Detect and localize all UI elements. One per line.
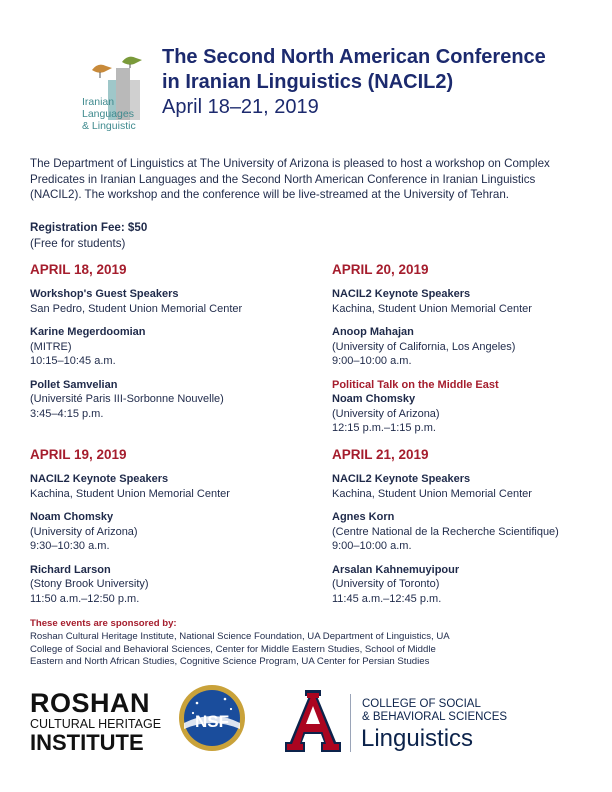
session-block <box>30 287 300 316</box>
session-block <box>332 287 602 316</box>
day-heading: APRIL 18, 2019 <box>30 262 127 277</box>
conference-dates: April 18–21, 2019 <box>162 96 319 118</box>
roshan-name: ROSHAN <box>30 688 151 718</box>
nsf-seal-icon <box>177 683 247 753</box>
day-april-19 <box>30 447 300 615</box>
day-heading: APRIL 20, 2019 <box>332 262 429 277</box>
college-line-1: COLLEGE OF SOCIAL <box>362 698 481 710</box>
nsf-text: NSF <box>195 712 229 731</box>
talk-time: 9:00–10:00 a.m. <box>332 355 412 367</box>
nsf-logo <box>177 683 247 753</box>
session-title: NACIL2 Keynote Speakers <box>332 473 471 485</box>
talk-block <box>332 325 602 369</box>
block-a-icon <box>278 688 348 754</box>
session-location: Kachina, Student Union Memorial Center <box>30 487 230 500</box>
day-heading: APRIL 21, 2019 <box>332 447 429 462</box>
talk-time: 10:15–10:45 a.m. <box>30 355 116 367</box>
college-name <box>362 698 507 724</box>
session-title: NACIL2 Keynote Speakers <box>30 473 169 485</box>
session-location: Kachina, Student Union Memorial Center <box>332 302 532 315</box>
session-title: NACIL2 Keynote Speakers <box>332 288 471 300</box>
day-april-20 <box>332 262 602 445</box>
speaker-affiliation: (Centre National de la Recherche Scientifique) <box>332 525 559 538</box>
session-title: Workshop's Guest Speakers <box>30 288 179 300</box>
talk-block <box>30 510 300 554</box>
roshan-subtitle: CULTURAL HERITAGE <box>30 717 162 731</box>
logo-line: & Linguistic <box>82 120 136 132</box>
day-april-21 <box>332 447 602 615</box>
speaker-name: Noam Chomsky <box>332 393 416 405</box>
roshan-institute: INSTITUTE <box>30 730 144 755</box>
speaker-name: Karine Megerdoomian <box>30 326 146 338</box>
logo-line: Languages <box>82 108 134 120</box>
speaker-name: Richard Larson <box>30 563 111 576</box>
speaker-name: Pollet Samvelian <box>30 378 118 391</box>
talk-block <box>332 510 602 554</box>
title-line-2: in Iranian Linguistics (NACIL2) <box>162 71 454 93</box>
speaker-name: Anoop Mahajan <box>332 326 414 338</box>
sponsors-heading: These events are sponsored by: <box>30 618 177 629</box>
session-location: Kachina, Student Union Memorial Center <box>332 487 532 500</box>
roshan-logo <box>30 690 170 754</box>
title-line-1: The Second North American Conference <box>162 46 546 68</box>
speaker-affiliation: (University of Arizona) <box>332 407 440 420</box>
logo-caption <box>82 96 152 132</box>
registration-fee: Registration Fee: $50 <box>30 221 148 234</box>
talk-block <box>30 563 300 607</box>
talk-time: 3:45–4:15 p.m. <box>30 407 104 420</box>
talk-block <box>30 325 300 369</box>
sponsors-list: Roshan Cultural Heritage Institute, National Science Foundation, UA Department of Linguistics, UA College of Social and Behavioral Sciences, Center for Middle Eastern Studies, School of Middle Eastern and North African Studies, Cognitive Science Program, UA Center for Persian Studies <box>30 631 450 668</box>
speaker-name: Noam Chomsky <box>30 511 114 523</box>
session-block <box>332 472 602 501</box>
page-title <box>162 45 592 95</box>
talk-time: 11:45 a.m.–12:45 p.m. <box>332 592 442 605</box>
talk-block <box>30 378 300 422</box>
speaker-name: Agnes Korn <box>332 511 395 523</box>
logo-line: Iranian <box>82 96 115 108</box>
speaker-name: Arsalan Kahnemuyipour <box>332 563 460 576</box>
intro-paragraph: The Department of Linguistics at The University of Arizona is pleased to host a workshop on Complex Predicates in Iranian Languages and the Second North American Conference in Iranian Linguistics (NACIL2). The workshop and the conference will be live-streamed at the University of Tehran. <box>30 157 550 201</box>
college-line-2: & BEHAVIORAL SCIENCES <box>362 711 508 723</box>
department-name: Linguistics <box>361 725 474 752</box>
logo-divider <box>350 694 351 752</box>
registration-info <box>30 220 147 251</box>
registration-note: (Free for students) <box>30 236 126 250</box>
speaker-affiliation: (Stony Brook University) <box>30 578 149 590</box>
speaker-affiliation: (MITRE) <box>30 340 72 353</box>
speaker-affiliation: (University of California, Los Angeles) <box>332 340 516 353</box>
special-talk-title: Political Talk on the Middle East <box>332 378 499 391</box>
talk-time: 9:00–10:00 a.m. <box>332 540 412 552</box>
day-heading: APRIL 19, 2019 <box>30 447 127 462</box>
talk-time: 11:50 a.m.–12:50 p.m. <box>30 592 140 605</box>
session-block <box>30 472 300 501</box>
ua-logo <box>278 688 348 754</box>
talk-time: 9:30–10:30 a.m. <box>30 540 110 552</box>
speaker-affiliation: (Université Paris III-Sorbonne Nouvelle) <box>30 393 224 405</box>
special-talk-block <box>332 378 602 436</box>
talk-time: 12:15 p.m.–1:15 p.m. <box>332 422 436 434</box>
speaker-affiliation: (University of Arizona) <box>30 525 138 538</box>
talk-block <box>332 563 602 607</box>
session-location: San Pedro, Student Union Memorial Center <box>30 302 243 315</box>
speaker-affiliation: (University of Toronto) <box>332 578 440 590</box>
day-april-18 <box>30 262 300 430</box>
